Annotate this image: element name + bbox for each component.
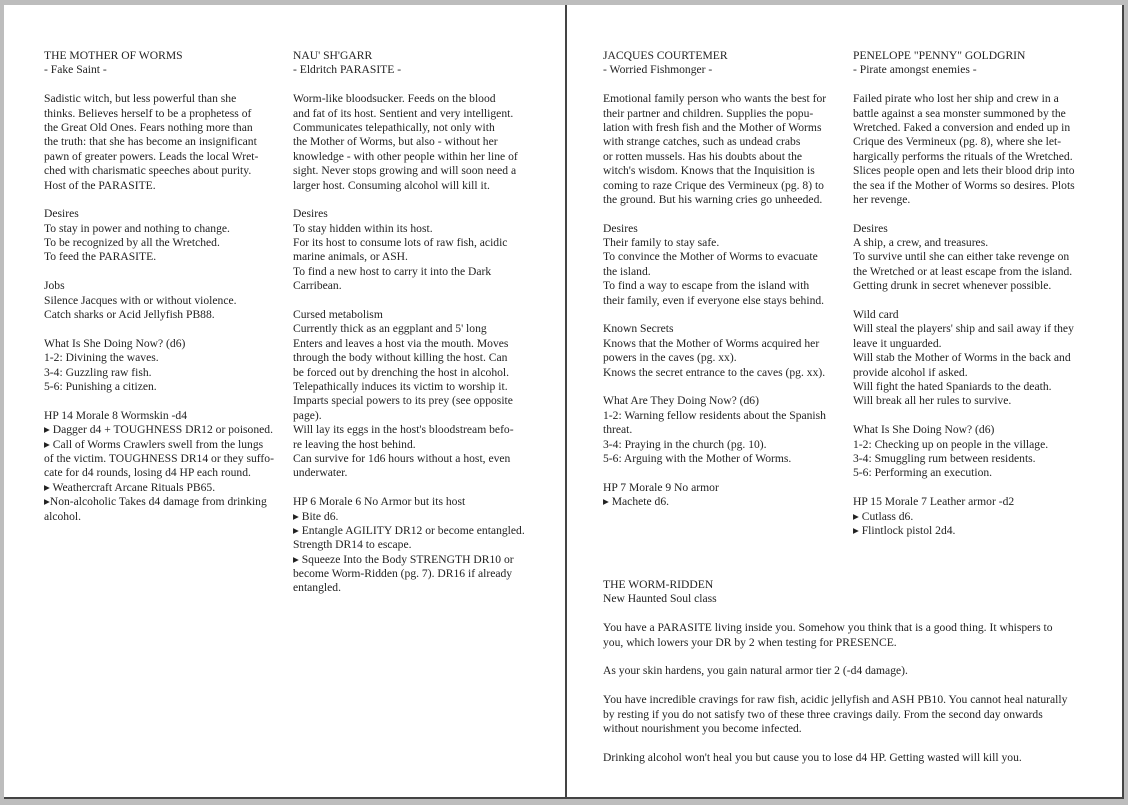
text-line: - Eldritch PARASITE - (293, 63, 402, 77)
text-line: underwater. (293, 466, 348, 480)
section-title: THE MOTHER OF WORMS (44, 49, 183, 62)
text-line: Currently thick as an eggplant and 5' long (293, 322, 487, 336)
text-line: page). (293, 408, 322, 422)
blank-line (603, 380, 853, 394)
text-line: Known Secrets (603, 322, 674, 336)
text-line: 3-4: Smuggling rum between residents. (853, 451, 1036, 465)
text-line: the sea if the Mother of Worms so desires. Plots (853, 178, 1075, 192)
text-line: without nourishment you become infected. (603, 721, 802, 735)
text-line: What Is She Doing Now? (d6) (853, 423, 995, 437)
text-line: provide alcohol if asked. (853, 365, 968, 379)
text-line: larger host. Consuming alcohol will kill it. (293, 178, 490, 192)
text-line: ▸ Machete d6. (603, 495, 670, 509)
text-line: ▸ Flintlock pistol 2d4. (853, 523, 956, 537)
section-title: NAU' SH'GARR (293, 49, 373, 62)
text-line: Will lay its eggs in the host's bloodstream befo- (293, 423, 514, 437)
text-line: leave it unguarded. (853, 336, 942, 350)
text-line: Emotional family person who wants the best for (603, 92, 827, 106)
text-line: Desires (603, 221, 638, 235)
blank-line (44, 265, 294, 279)
text-line: knowledge - with other people within her line of (293, 149, 518, 163)
text-line: 1-2: Divining the waves. (44, 351, 159, 365)
page-divider (565, 5, 567, 797)
text-line: their family, even if everyone else stays behind. (603, 293, 825, 307)
blank-line (293, 193, 543, 207)
text-line: Will break all her rules to survive. (853, 394, 1012, 408)
text-line: Will fight the hated Spaniards to the death. (853, 379, 1052, 393)
text-line: be forced out by drenching the host in alcohol. (293, 365, 510, 379)
text-line: by resting if you do not satisfy two of these three cravings daily. From the second day onwards (603, 707, 1043, 721)
text-line: Knows that the Mother of Worms acquired her (603, 336, 820, 350)
text-line: To convince the Mother of Worms to evacuate (603, 250, 818, 264)
text-line: To find a new host to carry it into the Dark (293, 264, 492, 278)
text-line: Communicates telepathically, not only with (293, 120, 495, 134)
text-line: HP 15 Morale 7 Leather armor -d2 (853, 495, 1015, 509)
text-line: To stay in power and nothing to change. (44, 221, 230, 235)
text-line: through the body without killing the host. Can (293, 351, 508, 365)
text-line: What Are They Doing Now? (d6) (603, 394, 759, 408)
text-line: 3-4: Guzzling raw fish. (44, 365, 152, 379)
text-line: 5-6: Arguing with the Mother of Worms. (603, 451, 792, 465)
text-line: ▸ Bite d6. (293, 509, 339, 523)
text-line: ▸ Weathercraft Arcane Rituals PB65. (44, 480, 216, 494)
text-line: 5-6: Performing an execution. (853, 466, 993, 480)
text-line: Worm-like bloodsucker. Feeds on the blood (293, 92, 496, 106)
section-worm-ridden (603, 578, 1093, 765)
text-line: A ship, a crew, and treasures. (853, 236, 989, 250)
text-line: the Wretched or at least escape from the island. (853, 264, 1073, 278)
text-line: Knows the secret entrance to the caves (pg. xx). (603, 365, 826, 379)
text-line: 3-4: Praying in the church (pg. 10). (603, 437, 767, 451)
blank-line (293, 294, 543, 308)
text-line: 1-2: Checking up on people in the village. (853, 437, 1049, 451)
text-line: ▸ Call of Worms Crawlers swell from the lungs (44, 437, 264, 451)
text-line: cate for d4 rounds, losing d4 HP each round. (44, 466, 251, 480)
text-line: To stay hidden within its host. (293, 221, 433, 235)
blank-line (853, 409, 1103, 423)
text-line: battle against a sea monster summoned by the (853, 106, 1066, 120)
text-line: her revenge. (853, 192, 911, 206)
text-line: What Is She Doing Now? (d6) (44, 336, 186, 350)
text-line: coming to raze Crique des Vermineux (pg. 8) to (603, 178, 824, 192)
text-line: - Pirate amongst enemies - (853, 63, 977, 77)
text-line: Enters and leaves a host via the mouth. Moves (293, 336, 509, 350)
text-line: HP 6 Morale 6 No Armor but its host (293, 495, 466, 509)
text-line: Desires (853, 221, 888, 235)
text-line: To feed the PARASITE. (44, 250, 157, 264)
text-line: the truth: that she has become an insignificant (44, 135, 257, 149)
text-line: thinks. Believes herself to be a prophetess of (44, 106, 252, 120)
blank-line (603, 207, 853, 221)
text-line: and fat of its host. Sentient and very intelligent. (293, 106, 514, 120)
blank-line (853, 78, 1103, 92)
blank-line (603, 308, 853, 322)
text-line: For its host to consume lots of raw fish, acidic (293, 236, 508, 250)
text-line: New Haunted Soul class (603, 592, 717, 606)
text-line: ▸Non-alcoholic Takes d4 damage from drinking (44, 495, 267, 509)
text-line: 5-6: Punishing a citizen. (44, 379, 157, 393)
text-line: - Fake Saint - (44, 63, 107, 77)
text-line: Imparts special powers to its prey (see opposite (293, 394, 513, 408)
section-title: PENELOPE "PENNY" GOLDGRIN (853, 49, 1026, 62)
text-line: ched with charismatic speeches about purity. (44, 164, 252, 178)
text-line: or rotten mussels. Has his doubts about the (603, 149, 803, 163)
text-line: pawn of greater powers. Leads the local Wret- (44, 149, 259, 163)
text-line: Jobs (44, 279, 65, 293)
text-line: powers in the caves (pg. xx). (603, 351, 737, 365)
text-line: HP 14 Morale 8 Wormskin -d4 (44, 408, 188, 422)
text-line: the island. (603, 264, 651, 278)
text-line: Silence Jacques with or without violence. (44, 293, 237, 307)
text-line: become Worm-Ridden (pg. 7). DR16 if already (293, 567, 513, 581)
blank-line (293, 78, 543, 92)
text-line: Sadistic witch, but less powerful than she (44, 92, 237, 106)
text-line: Desires (44, 207, 79, 221)
text-line: You have a PARASITE living inside you. Somehow you think that is a good thing. It whispers to (603, 621, 1053, 635)
text-line: sight. Never stops growing and will soon need a (293, 164, 517, 178)
text-line: ▸ Dagger d4 + TOUGHNESS DR12 or poisoned. (44, 423, 273, 437)
text-line: alcohol. (44, 509, 82, 523)
blank-line (603, 466, 853, 480)
text-line: Failed pirate who lost her ship and crew in a (853, 92, 1059, 106)
blank-line (853, 294, 1103, 308)
text-line: hargically performs the rituals of the Wretched. (853, 149, 1073, 163)
text-line: As your skin hardens, you gain natural armor tier 2 (-d4 damage). (603, 664, 908, 678)
text-line: the Mother of Worms, but also - without her (293, 135, 498, 149)
blank-line (603, 650, 1093, 664)
text-line: To find a way to escape from the island with (603, 279, 810, 293)
text-line: Catch sharks or Acid Jellyfish PB88. (44, 308, 215, 322)
text-line: Slices people open and lets their blood drip into (853, 164, 1075, 178)
blank-line (853, 207, 1103, 221)
text-line: To survive until she can either take revenge on (853, 250, 1070, 264)
text-line: Cursed metabolism (293, 308, 383, 322)
blank-line (853, 481, 1103, 495)
text-line: the ground. But his warning cries go unheeded. (603, 192, 823, 206)
blank-line (293, 481, 543, 495)
text-line: re leaving the host behind. (293, 437, 416, 451)
column-jacques-courtemer (603, 49, 853, 510)
page-spread (4, 5, 1124, 799)
text-line: Getting drunk in secret whenever possible. (853, 279, 1052, 293)
column-nau-shgarr (293, 49, 543, 596)
text-line: HP 7 Morale 9 No armor (603, 480, 719, 494)
text-line: ▸ Squeeze Into the Body STRENGTH DR10 or (293, 552, 514, 566)
blank-line (44, 193, 294, 207)
blank-line (603, 78, 853, 92)
text-line: entangled. (293, 581, 341, 595)
text-line: threat. (603, 423, 633, 437)
blank-line (603, 607, 1093, 621)
text-line: marine animals, or ASH. (293, 250, 408, 264)
text-line: 1-2: Warning fellow residents about the Spanish (603, 408, 826, 422)
text-line: - Worried Fishmonger - (603, 63, 713, 77)
text-line: ▸ Cutlass d6. (853, 509, 914, 523)
text-line: To be recognized by all the Wretched. (44, 236, 220, 250)
text-line: Wretched. Faked a conversion and ended up in (853, 120, 1071, 134)
text-line: Drinking alcohol won't heal you but cause you to lose d4 HP. Getting wasted will kill you. (603, 750, 1022, 764)
text-line: lation with fresh fish and the Mother of Worms (603, 120, 822, 134)
column-penelope-goldgrin (853, 49, 1103, 538)
column-mother-of-worms (44, 49, 294, 524)
blank-line (603, 679, 1093, 693)
text-line: Will steal the players' ship and sail away if they (853, 322, 1074, 336)
text-line: Desires (293, 207, 328, 221)
blank-line (44, 394, 294, 408)
text-line: Strength DR14 to escape. (293, 538, 412, 552)
text-line: ▸ Entangle AGILITY DR12 or become entangled. (293, 523, 525, 537)
text-line: You have incredible cravings for raw fish, acidic jellyfish and ASH PB10. You cannot heal naturally (603, 693, 1068, 707)
text-line: you, which lowers your DR by 2 when testing for PRESENCE. (603, 635, 897, 649)
section-title: THE WORM-RIDDEN (603, 578, 714, 591)
text-line: Carribean. (293, 279, 342, 293)
blank-line (44, 322, 294, 336)
text-line: witch's wisdom. Knows that the Inquisition is (603, 164, 815, 178)
text-line: of the victim. TOUGHNESS DR14 or they suffo- (44, 451, 274, 465)
text-line: Crique des Vermineux (pg. 8), where she let- (853, 135, 1062, 149)
blank-line (44, 78, 294, 92)
text-line: Will stab the Mother of Worms in the back and (853, 351, 1071, 365)
text-line: Telepathically induces its victim to worship it. (293, 379, 508, 393)
text-line: the Great Old Ones. Fears nothing more than (44, 120, 253, 134)
text-line: their partner and children. Supplies the popu- (603, 106, 814, 120)
text-line: Can survive for 1d6 hours without a host, even (293, 451, 511, 465)
text-line: with strange catches, such as undead crabs (603, 135, 801, 149)
text-line: Their family to stay safe. (603, 236, 720, 250)
section-title: JACQUES COURTEMER (603, 49, 728, 62)
text-line: Wild card (853, 308, 899, 322)
blank-line (603, 736, 1093, 750)
text-line: Host of the PARASITE. (44, 178, 156, 192)
